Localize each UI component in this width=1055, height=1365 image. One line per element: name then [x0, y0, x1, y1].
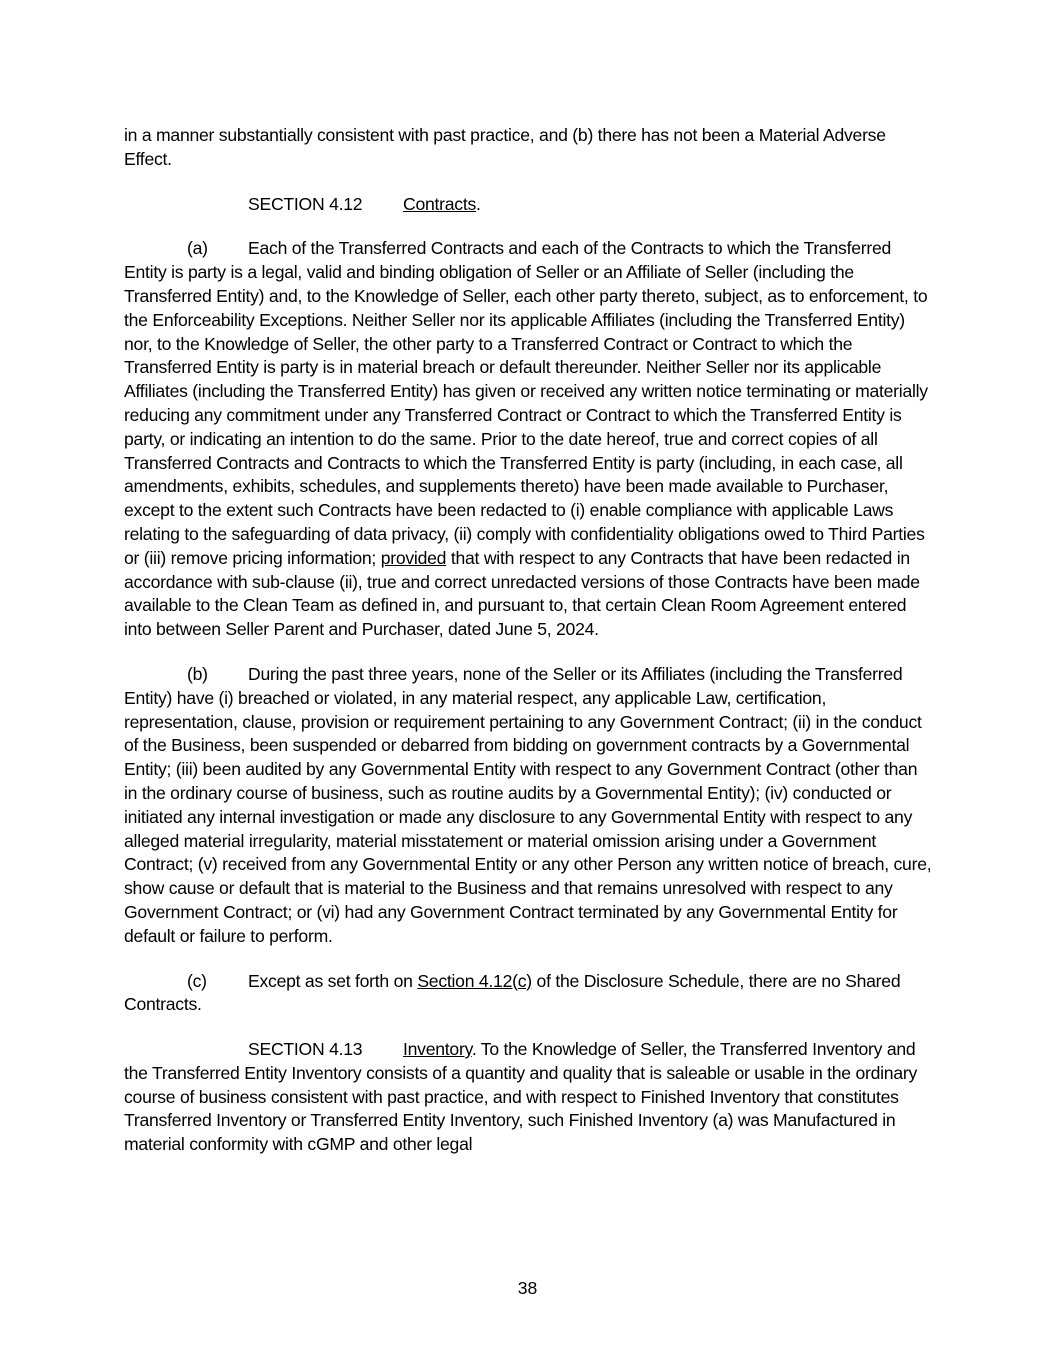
section-4-12-a-provided: provided [380, 547, 447, 568]
section-4-12-c-label: (c) [187, 970, 207, 991]
section-4-12-c-text-2: of the Disclosure Schedule, there are no Shared Contracts. [124, 970, 901, 1015]
section-4-12-heading [124, 193, 932, 217]
section-4-12-b-label: (b) [187, 663, 208, 684]
opening-paragraph: in a manner substantially consistent with past practice, and (b) there has not been a Material Adverse Effect. [124, 125, 886, 169]
section-4-13-paragraph [124, 1038, 932, 1157]
section-4-12-title-suffix: . [476, 193, 481, 214]
section-4-13-text: . To the Knowledge of Seller, the Transferred Inventory and the Transferred Entity Inventory consists of a quantity and quality that is saleable or usable in the ordinary course of business consistent with past practice, and with respect to Finished Inventory that constitutes Transferred Inventory or Transferred Entity Inventory, such Finished Inventory (a) was Manufactured in material conformity with cGMP and other legal [124, 1039, 918, 1155]
section-4-12-title: Contracts [403, 193, 477, 214]
section-4-12-b-text: During the past three years, none of the Seller or its Affiliates (including the Transferred Entity) have (i) breached or violated, in any material respect, any applicable Law, certification, representation, clause, provision or requirement pertaining to any Government Contract; (ii) in the conduct of the Business, been suspended or debarred from bidding on government contracts by a Governmental Entity; (iii) been audited by any Governmental Entity with respect to any Government Contract (other than in the ordinary course of business, such as routine audits by a Governmental Entity); (iv) conducted or initiated any internal investigation or made any disclosure to any Governmental Entity with respect to any alleged material irregularity, material misstatement or material omission arising under a Government Contract; (v) received from any Governmental Entity or any other Person any written notice of breach, cure, show cause or default that is material to the Business and that remains unresolved with respect to any Government Contract; or (vi) had any Government Contract terminated by any Governmental Entity for default or failure to perform. [124, 663, 932, 946]
section-4-12-number: SECTION 4.12 [248, 193, 363, 214]
document-body [124, 124, 932, 1178]
section-4-13-title: Inventory [403, 1039, 472, 1060]
section-4-12-c-text-1: Except as set forth on [248, 970, 418, 991]
section-4-12-a-label: (a) [187, 238, 208, 259]
page-number: 38 [517, 1278, 538, 1298]
section-4-13-number: SECTION 4.13 [248, 1039, 363, 1060]
section-4-12-a-text-2: that with respect to any Contracts that have been redacted in accordance with sub-clause (ii), true and correct unredacted versions of those Contracts have been made available to the Clean Team as defined in, and pursuant to, that certain Clean Room Agreement entered into between Seller Parent and Purchaser, dated June 5, 2024. [124, 547, 920, 640]
section-4-12-c-paragraph [124, 970, 932, 1018]
section-4-12-a-paragraph [124, 237, 932, 642]
section-4-12-b-paragraph [124, 663, 932, 949]
section-4-12-c-schedule-reference: Section 4.12(c) [417, 970, 532, 991]
section-4-12-a-text-1: Each of the Transferred Contracts and each of the Contracts to which the Transferred Entity is party is a legal, valid and binding obligation of Seller or an Affiliate of Seller (including the Transferred Entity) and, to the Knowledge of Seller, each other party thereto, subject, as to enforcement, to the Enforceability Exceptions. Neither Seller nor its applicable Affiliates (including the Transferred Entity) nor, to the Knowledge of Seller, the other party to a Transferred Contract or Contract to which the Transferred Entity is party is in material breach or default thereunder. Neither Seller nor its applicable Affiliates (including the Transferred Entity) has given or received any written notice terminating or materially reducing any commitment under any Transferred Contract or Contract to which the Transferred Entity is party, or indicating an intention to do the same. Prior to the date hereof, true and correct copies of all Transferred Contracts and Contracts to which the Transferred Entity is party (including, in each case, all amendments, exhibits, schedules, and supplements thereto) have been made available to Purchaser, except to the extent such Contracts have been redacted to (i) enable compliance with applicable Laws relating to the safeguarding of data privacy, (ii) comply with confidentiality obligations owed to Third Parties or (iii) remove pricing information; [124, 238, 928, 568]
